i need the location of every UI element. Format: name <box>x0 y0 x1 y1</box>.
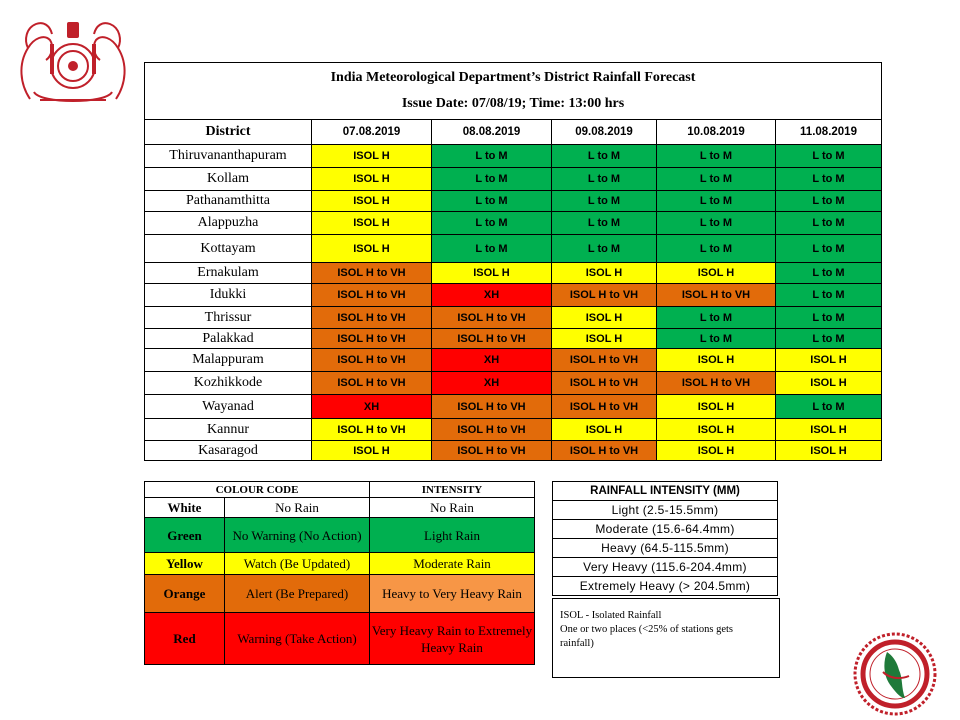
intensity-range: Heavy (64.5-115.5mm) <box>553 539 778 558</box>
forecast-cell: ISOL H <box>657 349 776 372</box>
intensity-range: Moderate (15.6-64.4mm) <box>553 520 778 539</box>
district-name: Wayanad <box>145 395 312 419</box>
intensity-row <box>553 520 778 539</box>
forecast-cell: XH <box>432 349 552 372</box>
forecast-cell: XH <box>432 284 552 307</box>
forecast-cell: ISOL H <box>657 395 776 419</box>
district-name: Malappuram <box>145 349 312 372</box>
colour-intensity: Heavy to Very Heavy Rain <box>370 575 535 613</box>
colour-action: No Rain <box>225 498 370 518</box>
forecast-cell: L to M <box>552 212 657 235</box>
colour-intensity: Very Heavy Rain to Extremely Heavy Rain <box>370 613 535 665</box>
colour-action: Watch (Be Updated) <box>225 553 370 575</box>
forecast-cell: ISOL H <box>657 419 776 441</box>
colour-intensity: Light Rain <box>370 518 535 553</box>
issue-date: Issue Date: 07/08/19; Time: 13:00 hrs <box>401 96 625 111</box>
forecast-cell: ISOL H to VH <box>312 372 432 395</box>
forecast-cell: XH <box>312 395 432 419</box>
table-row <box>145 307 882 329</box>
forecast-cell: L to M <box>432 235 552 263</box>
forecast-cell: ISOL H <box>312 145 432 168</box>
table-row <box>145 191 882 212</box>
colour-name: Yellow <box>145 553 225 575</box>
forecast-cell: ISOL H to VH <box>432 395 552 419</box>
forecast-cell: ISOL H <box>776 349 882 372</box>
table-row <box>145 284 882 307</box>
legend-row <box>145 553 535 575</box>
colour-intensity: Moderate Rain <box>370 553 535 575</box>
forecast-cell: ISOL H <box>312 441 432 461</box>
forecast-cell: L to M <box>432 145 552 168</box>
note-line-2: One or two places (<25% of stations gets <box>560 624 734 635</box>
colour-intensity: No Rain <box>370 498 535 518</box>
forecast-cell: L to M <box>776 145 882 168</box>
table-row <box>145 263 882 284</box>
legend-row <box>145 613 535 665</box>
forecast-cell: ISOL H to VH <box>552 372 657 395</box>
table-row <box>145 395 882 419</box>
forecast-cell: ISOL H to VH <box>312 329 432 349</box>
forecast-cell: ISOL H to VH <box>657 372 776 395</box>
forecast-cell: ISOL H <box>776 419 882 441</box>
district-forecast-table <box>144 62 882 461</box>
forecast-title: India Meteorological Department’s District Rainfall Forecast <box>330 70 696 85</box>
table-title-cell <box>145 63 882 120</box>
intensity-row <box>553 577 778 596</box>
forecast-cell: ISOL H <box>312 168 432 191</box>
table-row <box>145 329 882 349</box>
forecast-cell: L to M <box>552 235 657 263</box>
forecast-cell: ISOL H <box>552 419 657 441</box>
forecast-cell: ISOL H to VH <box>552 441 657 461</box>
forecast-cell: ISOL H to VH <box>432 419 552 441</box>
forecast-cell: L to M <box>432 212 552 235</box>
forecast-cell: L to M <box>776 212 882 235</box>
forecast-cell: ISOL H to VH <box>312 284 432 307</box>
note-line-3: rainfall) <box>560 638 594 649</box>
table-row <box>145 145 882 168</box>
note-line-1: ISOL - Isolated Rainfall <box>560 610 662 621</box>
forecast-cell: ISOL H to VH <box>312 349 432 372</box>
district-name: Idukki <box>145 284 312 307</box>
table-row <box>145 349 882 372</box>
district-name: Ernakulam <box>145 263 312 284</box>
colour-action: Alert (Be Prepared) <box>225 575 370 613</box>
intensity-row <box>553 558 778 577</box>
forecast-cell: L to M <box>657 307 776 329</box>
forecast-cell: L to M <box>776 284 882 307</box>
forecast-cell: L to M <box>552 145 657 168</box>
district-name: Kollam <box>145 168 312 191</box>
forecast-cell: L to M <box>432 168 552 191</box>
district-name: Kannur <box>145 419 312 441</box>
colour-name: Red <box>145 613 225 665</box>
legend-row <box>145 498 535 518</box>
forecast-cell: ISOL H to VH <box>552 349 657 372</box>
legend-row <box>145 575 535 613</box>
forecast-cell: L to M <box>776 235 882 263</box>
forecast-cell: L to M <box>657 212 776 235</box>
colour-name: White <box>145 498 225 518</box>
forecast-cell: L to M <box>776 263 882 284</box>
forecast-cell: L to M <box>657 235 776 263</box>
forecast-cell: ISOL H to VH <box>312 419 432 441</box>
forecast-cell: ISOL H to VH <box>552 284 657 307</box>
date-column-header: 11.08.2019 <box>776 120 882 145</box>
intensity-range: Very Heavy (115.6-204.4mm) <box>553 558 778 577</box>
forecast-cell: XH <box>432 372 552 395</box>
forecast-cell: ISOL H <box>657 263 776 284</box>
forecast-cell: L to M <box>552 191 657 212</box>
forecast-cell: ISOL H <box>312 235 432 263</box>
table-row <box>145 212 882 235</box>
forecast-cell: L to M <box>657 145 776 168</box>
forecast-cell: ISOL H to VH <box>552 395 657 419</box>
legend-row <box>145 518 535 553</box>
intensity-header: INTENSITY <box>370 482 535 498</box>
forecast-cell: L to M <box>657 191 776 212</box>
forecast-cell: L to M <box>657 168 776 191</box>
colour-action: No Warning (No Action) <box>225 518 370 553</box>
forecast-cell: L to M <box>776 168 882 191</box>
forecast-cell: ISOL H to VH <box>432 307 552 329</box>
isol-note <box>552 598 780 678</box>
forecast-cell: L to M <box>776 329 882 349</box>
intensity-row <box>553 501 778 520</box>
forecast-cell: ISOL H <box>776 441 882 461</box>
forecast-cell: ISOL H to VH <box>312 307 432 329</box>
forecast-cell: ISOL H <box>312 212 432 235</box>
forecast-cell: ISOL H <box>432 263 552 284</box>
district-name: Kottayam <box>145 235 312 263</box>
date-column-header: 08.08.2019 <box>432 120 552 145</box>
intensity-row <box>553 539 778 558</box>
forecast-cell: L to M <box>657 329 776 349</box>
colour-code-legend <box>144 481 535 665</box>
forecast-cell: ISOL H <box>552 307 657 329</box>
colour-name: Green <box>145 518 225 553</box>
forecast-cell: ISOL H to VH <box>312 263 432 284</box>
colour-name: Orange <box>145 575 225 613</box>
forecast-cell: L to M <box>552 168 657 191</box>
forecast-cell: ISOL H <box>776 372 882 395</box>
forecast-cell: ISOL H <box>657 441 776 461</box>
forecast-cell: L to M <box>776 307 882 329</box>
imd-logo <box>853 632 937 716</box>
intensity-range: Light (2.5-15.5mm) <box>553 501 778 520</box>
forecast-cell: ISOL H to VH <box>432 329 552 349</box>
forecast-cell: ISOL H <box>552 263 657 284</box>
date-column-header: 09.08.2019 <box>552 120 657 145</box>
district-name: Kozhikkode <box>145 372 312 395</box>
table-row <box>145 372 882 395</box>
date-column-header: 07.08.2019 <box>312 120 432 145</box>
colour-code-header: COLOUR CODE <box>145 482 370 498</box>
forecast-cell: ISOL H to VH <box>432 441 552 461</box>
rainfall-intensity-title: RAINFALL INTENSITY (MM) <box>553 482 778 501</box>
district-name: Alappuzha <box>145 212 312 235</box>
forecast-cell: ISOL H <box>552 329 657 349</box>
district-name: Thrissur <box>145 307 312 329</box>
table-row <box>145 168 882 191</box>
forecast-cell: ISOL H to VH <box>657 284 776 307</box>
district-name: Kasaragod <box>145 441 312 461</box>
date-column-header: 10.08.2019 <box>657 120 776 145</box>
table-row <box>145 235 882 263</box>
district-column-header: District <box>145 120 312 145</box>
forecast-cell: L to M <box>432 191 552 212</box>
district-name: Pathanamthitta <box>145 191 312 212</box>
table-row <box>145 441 882 461</box>
district-name: Thiruvananthapuram <box>145 145 312 168</box>
kerala-emblem-logo <box>10 14 136 108</box>
forecast-cell: L to M <box>776 395 882 419</box>
colour-action: Warning (Take Action) <box>225 613 370 665</box>
rainfall-intensity-table <box>552 481 778 596</box>
district-name: Palakkad <box>145 329 312 349</box>
intensity-range: Extremely Heavy (> 204.5mm) <box>553 577 778 596</box>
table-row <box>145 419 882 441</box>
forecast-cell: L to M <box>776 191 882 212</box>
forecast-cell: ISOL H <box>312 191 432 212</box>
